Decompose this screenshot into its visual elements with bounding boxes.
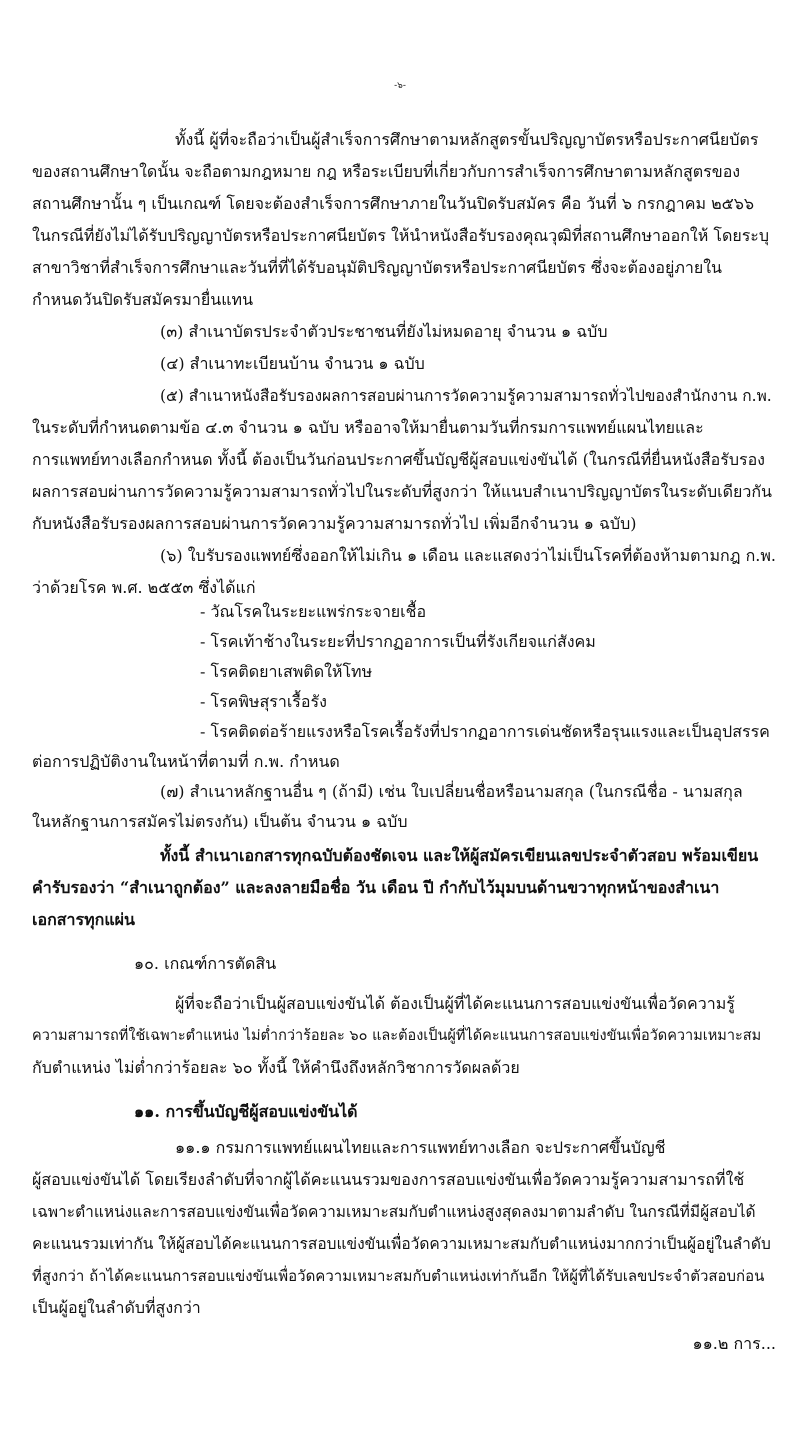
disease-item: - โรคติดยาเสพติดให้โทษ (200, 662, 373, 681)
item-6-line-1: (๖) ใบรับรองแพทย์ซึ่งออกให้ไม่เกิน ๑ เดือน และแสดงว่าไม่เป็นโรคที่ต้องห้ามตามกฎ ก.พ. (160, 546, 776, 565)
item-7-line-1: (๗) สำเนาหลักฐานอื่น ๆ (ถ้ามี) เช่น ใบเปลี่ยนชื่อหรือนามสกุล (ในกรณีชื่อ - นามสกุล (160, 782, 743, 801)
section-10-title: ๑๐. เกณฑ์การตัดสิน (134, 954, 277, 973)
note-line-3: เอกสารทุกแผ่น (32, 910, 135, 929)
para-intro-line-2: ของสถานศึกษาใดนั้น จะถือตามกฎหมาย กฎ หรือระเบียบที่เกี่ยวกับการสำเร็จการศึกษาตามหลักสูตรของ (32, 162, 741, 181)
item-6-line-2: ว่าด้วยโรค พ.ศ. ๒๕๕๓ ซึ่งได้แก่ (32, 578, 256, 597)
section-11-line-1: ๑๑.๑ กรมการแพทย์แผนไทยและการแพทย์ทางเลือก จะประกาศขึ้นบัญชี (175, 1138, 666, 1157)
item-5-line-1: (๕) สำเนาหนังสือรับรองผลการสอบผ่านการวัดความรู้ความสามารถทั่วไปของสำนักงาน ก.พ. (160, 387, 772, 405)
item-5-line-4: ผลการสอบผ่านการวัดความรู้ความสามารถทั่วไปในระดับที่สูงกว่า ให้แนบสำเนาปริญญาบัตรในระดับเดียวกัน (32, 482, 772, 501)
section-10-line-1: ผู้ที่จะถือว่าเป็นผู้สอบแข่งขันได้ ต้องเป็นผู้ที่ได้คะแนนการสอบแข่งขันเพื่อวัดความรู้ (175, 994, 735, 1013)
para-intro-line-1: ทั้งนี้ ผู้ที่จะถือว่าเป็นผู้สำเร็จการศึกษาตามหลักสูตรขั้นปริญญาบัตรหรือประกาศนียบัตร (175, 130, 759, 149)
section-11-line-6: เป็นผู้อยู่ในลำดับที่สูงกว่า (32, 1298, 201, 1317)
item-7-line-2: ในหลักฐานการสมัครไม่ตรงกัน) เป็นต้น จำนวน ๑ ฉบับ (32, 812, 408, 831)
section-11-line-5: ที่สูงกว่า ถ้าได้คะแนนการสอบแข่งขันเพื่อวัดความเหมาะสมกับตำแหน่งเท่ากันอีก ให้ผู้ที่ได้รับเลขประจำตัวสอบก่อน (32, 1267, 765, 1285)
section-11-line-3: เฉพาะตำแหน่งและการสอบแข่งขันเพื่อวัดความเหมาะสมกับตำแหน่งสูงสุดลงมาตามลำดับ ในกรณีที่มีผู้สอบได้ (32, 1203, 756, 1221)
item-5-line-2: ในระดับที่กำหนดตามข้อ ๔.๓ จำนวน ๑ ฉบับ หรืออาจให้มายื่นตามวันที่กรมการแพทย์แผนไทยและ (32, 418, 704, 437)
disease-item: - โรคติดต่อร้ายแรงหรือโรคเรื้อรังที่ปรากฏอาการเด่นชัดหรือรุนแรงและเป็นอุปสรรค (200, 722, 770, 741)
note-line-2: คำรับรองว่า “สำเนาถูกต้อง” และลงลายมือชื่อ วัน เดือน ปี กำกับไว้มุมบนด้านขวาทุกหน้าของสำเนา (32, 878, 720, 897)
section-11-title: ๑๑. การขึ้นบัญชีผู้สอบแข่งขันได้ (134, 1102, 358, 1121)
section-10-line-3: กับตำแหน่ง ไม่ต่ำกว่าร้อยละ ๖๐ ทั้งนี้ ให้คำนึงถึงหลักวิชาการวัดผลด้วย (32, 1058, 520, 1077)
disease-item: - วัณโรคในระยะแพร่กระจายเชื้อ (200, 602, 427, 621)
section-11-line-2: ผู้สอบแข่งขันได้ โดยเรียงลำดับที่จากผู้ได้คะแนนรวมของการสอบแข่งขันเพื่อวัดความรู้ความสามารถที่ใช้ (32, 1170, 745, 1189)
para-intro-line-3: สถานศึกษานั้น ๆ เป็นเกณฑ์ โดยจะต้องสำเร็จการศึกษาภายในวันปิดรับสมัคร คือ วันที่ ๖ กรกฎาคม ๒๕๖๖ (32, 194, 755, 213)
item-3: (๓) สำเนาบัตรประจำตัวประชาชนที่ยังไม่หมดอายุ จำนวน ๑ ฉบับ (160, 322, 608, 341)
item-4: (๔) สำเนาทะเบียนบ้าน จำนวน ๑ ฉบับ (160, 354, 425, 373)
disease-item: - โรคพิษสุราเรื้อรัง (200, 692, 327, 711)
para-intro-line-6: กำหนดวันปิดรับสมัครมายื่นแทน (32, 290, 254, 309)
item-5-line-5: กับหนังสือรับรองผลการสอบผ่านการวัดความรู้ความสามารถทั่วไป เพิ่มอีกจำนวน ๑ ฉบับ) (32, 514, 637, 533)
disease-continuation: ต่อการปฏิบัติงานในหน้าที่ตามที่ ก.พ. กำหนด (32, 752, 340, 771)
continuation-marker: ๑๑.๒ การ... (692, 1334, 776, 1353)
disease-item: - โรคเท้าช้างในระยะที่ปรากฏอาการเป็นที่รังเกียจแก่สังคม (200, 632, 596, 651)
para-intro-line-4: ในกรณีที่ยังไม่ได้รับปริญญาบัตรหรือประกาศนียบัตร ให้นำหนังสือรับรองคุณวุฒิที่สถานศึกษาออกให้ โดยระบุ (32, 226, 770, 245)
section-10-line-2: ความสามารถที่ใช้เฉพาะตำแหน่ง ไม่ต่ำกว่าร้อยละ ๖๐ และต้องเป็นผู้ที่ได้คะแนนการสอบแข่งขันเพื่อวัดความเหมาะสม (32, 1028, 762, 1044)
item-5-line-3: การแพทย์ทางเลือกกำหนด ทั้งนี้ ต้องเป็นวันก่อนประกาศขึ้นบัญชีผู้สอบแข่งขันได้ (ในกรณีที่ยื่นหนังสือรับรอง (32, 450, 765, 469)
para-intro-line-5: สาขาวิชาที่สำเร็จการศึกษาและวันที่ที่ได้รับอนุมัติปริญญาบัตรหรือประกาศนียบัตร ซึ่งจะต้องอยู่ภายใน (32, 258, 722, 277)
note-line-1: ทั้งนี้ สำเนาเอกสารทุกฉบับต้องชัดเจน และให้ผู้สมัครเขียนเลขประจำตัวสอบ พร้อมเขียน (160, 846, 759, 865)
section-11-line-4: คะแนนรวมเท่ากัน ให้ผู้สอบได้คะแนนการสอบแข่งขันเพื่อวัดความเหมาะสมกับตำแหน่งมากกว่าเป็นผู้อยู่ในลำดับ (32, 1235, 771, 1253)
page-number: -๖- (394, 81, 406, 91)
